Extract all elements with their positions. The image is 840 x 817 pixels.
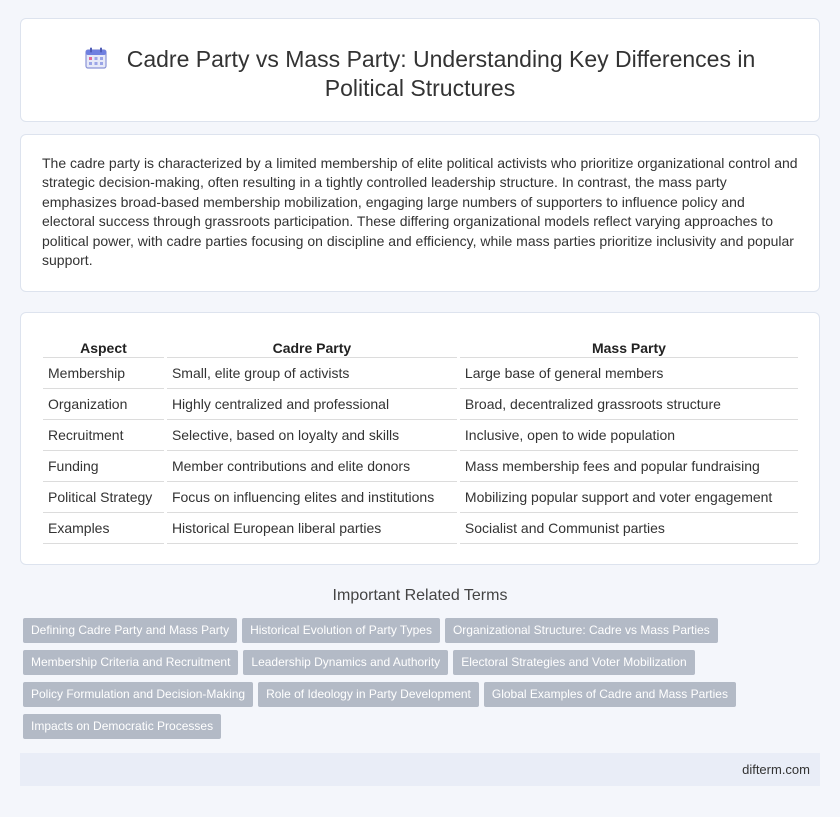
cell-mass: Inclusive, open to wide population [460,420,798,451]
related-term-tag[interactable]: Electoral Strategies and Voter Mobilization [453,650,694,675]
cell-aspect: Political Strategy [43,482,164,513]
header-cadre-party: Cadre Party [167,334,457,358]
page-title [21,45,819,103]
related-term-tag[interactable]: Membership Criteria and Recruitment [23,650,238,675]
header-aspect: Aspect [43,334,164,358]
related-term-tag[interactable]: Leadership Dynamics and Authority [243,650,448,675]
related-term-tag[interactable]: Organizational Structure: Cadre vs Mass Parties [445,618,718,643]
table-row [43,420,798,451]
cell-cadre: Member contributions and elite donors [167,451,457,482]
intro-paragraph: The cadre party is characterized by a limited membership of elite political activists who prioritize organizational control and strategic decision-making, often resulting in a tightly controlled leadership structure. In contrast, the mass party emphasizes broad-based membership mobilization, engaging large numbers of supporters to influence policy and electoral success through grassroots participation. These differing organizational models reflect varying approaches to political power, with cadre parties focusing on discipline and efficiency, while mass parties prioritize inclusivity and popular support. [42,155,798,269]
header-card [20,18,820,122]
title-line-2: Political Structures [324,75,516,101]
cell-aspect: Organization [43,389,164,420]
title-line-1: Cadre Party vs Mass Party: Understanding Key Differences in [126,46,756,72]
cell-aspect: Examples [43,513,164,544]
footer [20,753,820,786]
cell-cadre: Small, elite group of activists [167,358,457,389]
cell-cadre: Selective, based on loyalty and skills [167,420,457,451]
related-term-tag[interactable]: Defining Cadre Party and Mass Party [23,618,237,643]
footer-site-link[interactable]: difterm.com [742,762,810,777]
cell-mass: Mass membership fees and popular fundraising [460,451,798,482]
comparison-table [43,334,798,544]
cell-aspect: Membership [43,358,164,389]
related-term-tag[interactable]: Role of Ideology in Party Development [258,682,479,707]
comparison-card [20,312,820,565]
cell-cadre: Historical European liberal parties [167,513,457,544]
related-terms-heading: Important Related Terms [332,587,508,604]
table-row [43,358,798,389]
cell-aspect: Funding [43,451,164,482]
cell-mass: Broad, decentralized grassroots structure [460,389,798,420]
related-term-tag[interactable]: Global Examples of Cadre and Mass Parties [484,682,736,707]
related-term-tag[interactable]: Historical Evolution of Party Types [242,618,440,643]
table-header-row [43,334,798,358]
intro-card [20,134,820,292]
cell-mass: Mobilizing popular support and voter engagement [460,482,798,513]
cell-aspect: Recruitment [43,420,164,451]
table-row [43,451,798,482]
cell-mass: Socialist and Communist parties [460,513,798,544]
cell-cadre: Focus on influencing elites and institutions [167,482,457,513]
header-mass-party: Mass Party [460,334,798,358]
related-term-tag[interactable]: Policy Formulation and Decision-Making [23,682,253,707]
cell-cadre: Highly centralized and professional [167,389,457,420]
calendar-icon [85,47,107,69]
cell-mass: Large base of general members [460,358,798,389]
related-terms-list [23,618,823,746]
table-row [43,482,798,513]
table-row [43,513,798,544]
table-row [43,389,798,420]
related-term-tag[interactable]: Impacts on Democratic Processes [23,714,221,739]
